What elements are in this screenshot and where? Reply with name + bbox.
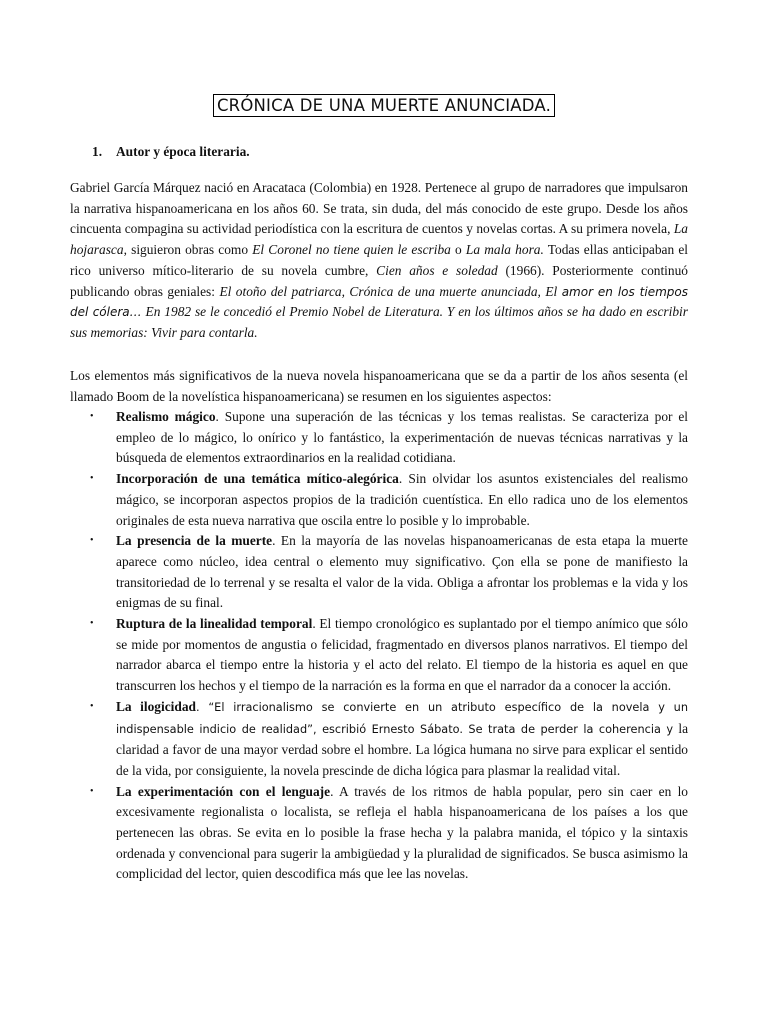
list-item bbox=[0, 697, 688, 782]
bullet-icon: • bbox=[90, 618, 94, 630]
work-titles-list: El otoño del patriarca, Crónica de una muerte anunciada, El bbox=[219, 283, 558, 299]
aspect-text: . El tiempo cronológico es suplantado por el tiempo anímico que sólo se mide por momentos de angustia o felicidad, fragmentado en diversos planos narrativos. El tiempo del narrador abarca el tiempo entre la historia y el acto del relato. El tiempo de la historia es aquel en que transcurren los hechos y el tiempo de la narración es la forma en que el narrador da a conocer la acción. bbox=[116, 616, 688, 694]
title-container bbox=[0, 94, 768, 117]
aspect-term: La presencia de la muerte bbox=[116, 533, 273, 549]
bullet-icon: • bbox=[90, 785, 94, 797]
author-text-1: Gabriel García Márquez nació en Aracataca (Colombia) en 1928. Pertenece al grupo de narradores que impulsaron la narrativa hispanoamericana en los años 60. Se trata, sin duda, del más conocido de este grupo. Desde los años cincuenta compagina su actividad periodística con la escritura de cuentos y novelas cortas. A su primera novela, bbox=[70, 180, 688, 237]
nobel-text: En 1982 se le concedió el Premio Nobel de Literatura. Y en los últimos años se ha dado en escribir sus memorias: Vivir para contarla. bbox=[70, 304, 688, 340]
section-heading bbox=[92, 143, 250, 161]
author-text-2: , siguieron obras como bbox=[123, 242, 253, 258]
work-title-la-hojarasca: La hojarasca bbox=[70, 221, 688, 258]
bullet-icon: • bbox=[90, 411, 94, 422]
aspect-term: Ruptura de la linealidad temporal bbox=[116, 616, 313, 632]
author-paragraph bbox=[70, 178, 688, 344]
aspect-text: la claridad a favor de una mayor verdad sobre el hombre. La lógica humana no sirve para explicar el sentido de la vida, por consiguiente, la novela prescinde de dicha lógica para plasmar la realidad vital. bbox=[116, 720, 689, 778]
bullet-icon: • bbox=[90, 535, 94, 547]
aspects-list bbox=[0, 407, 768, 885]
list-item bbox=[0, 407, 688, 469]
aspect-term: Realismo mágico bbox=[116, 409, 216, 424]
author-text-5: (1966). Posteriormente continuó publicando obras geniales: bbox=[70, 262, 688, 299]
aspect-term: Incorporación de una temática mítico-alegórica bbox=[116, 471, 399, 487]
aspect-text: . En la mayoría de las novelas hispanoamericanas de esta etapa la muerte aparece como núcleo, idea central o elemento muy significativo. Çon ella se pone de manifiesto la transitoriedad de lo terrenal y se resalta el valor de la vida. Obliga a afrontar los problemas e la vida y los enigmas de su final. bbox=[116, 533, 688, 611]
aspect-text: . A través de los ritmos de habla popular, pero sin caer en lo excesivamente regionalista o localista, se refleja el habla hispanoamericana de los países a los que pertenecen las obras. Se evita en lo posible la frase hecha y la palabra manida, el tópico y la sintaxis ordenada y convencional para sugerir la ambigüedad y la pluralidad de significados. Se busca asimismo la complicidad del lector, quien descodifica más que lee las novelas. bbox=[116, 783, 688, 882]
author-text-4: Todas ellas anticipaban el rico universo mítico-literario de su novela cumbre, bbox=[70, 242, 689, 278]
aspect-term: La ilogicidad bbox=[116, 698, 196, 714]
aspect-term: La experimentación con el lenguaje bbox=[116, 783, 331, 799]
boom-intro-paragraph: Los elementos más significativos de la nueva novela hispanoamericana que se da a partir de los años sesenta (el llamado Boom de la novelística hispanoamericana) se resumen en los siguientes aspectos: bbox=[70, 368, 688, 404]
work-title-la-mala-hora: La mala hora. bbox=[465, 242, 544, 258]
work-title-el-coronel: El Coronel no tiene quien le escriba bbox=[252, 242, 451, 258]
sabato-quote: . “El irracionalismo se convierte en un atributo específico de la novela y un indispensable indicio de realidad”, escribió Ernesto Sábato. Se trata de perder la coherencia y bbox=[116, 700, 688, 736]
author-text-3: o bbox=[450, 242, 466, 258]
list-item bbox=[0, 614, 688, 697]
bullet-icon: • bbox=[90, 700, 94, 712]
aspect-text: . Sin olvidar los asuntos existenciales del realismo mágico, se incorporan aspectos propios de la tradición cuentística. En ello radica uno de los elementos originales de esta nueva narrativa que oscila entre lo posible y lo improbable. bbox=[116, 471, 688, 528]
list-item bbox=[0, 469, 688, 531]
work-title-cien-anos: Cien años e soledad bbox=[376, 262, 498, 278]
bullet-icon: • bbox=[90, 473, 94, 485]
list-item bbox=[0, 531, 688, 614]
list-item bbox=[0, 782, 688, 886]
aspect-text: . Supone una superación de las técnicas y los temas realistas. Se caracteriza por el empleo de lo mágico, lo onírico y lo fantástico, la experimentación de nuevas técnicas narrativas y la búsqueda de elementos extraordinarios en la realidad cotidiana. bbox=[116, 409, 688, 466]
document-title: CRÓNICA DE UNA MUERTE ANUNCIADA. bbox=[213, 94, 555, 117]
handwritten-title: amor en los tiempos del cólera… bbox=[70, 284, 688, 320]
section-number: 1. bbox=[92, 144, 103, 159]
section-heading-text: Autor y época literaria. bbox=[116, 144, 250, 159]
